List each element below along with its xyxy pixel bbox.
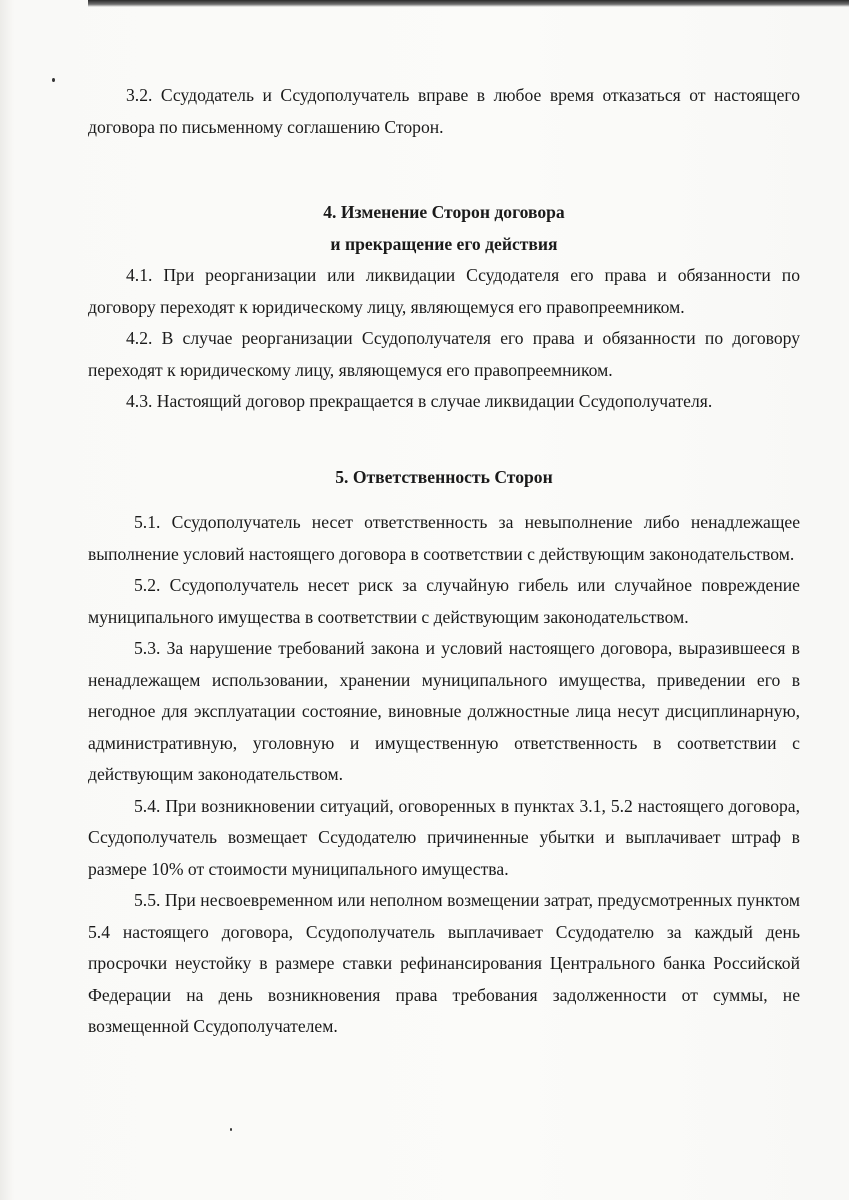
clause-5-1: 5.1. Ссудополучатель несет ответственность за невыполнение либо ненадлежащее выполнение условий настоящего договора в соответствии с действующим законодательством.	[88, 512, 800, 564]
clause-5-2: 5.2. Ссудополучатель несет риск за случайную гибель или случайное повреждение муниципального имущества в соответствии с действующим законодательством.	[88, 575, 800, 627]
clause-5-5: 5.5. При несвоевременном или неполном возмещении затрат, предусмотренных пунктом 5.4 настоящего договора, Ссудополучатель выплачивает Ссудодателю за каждый день просрочки неустойку в размере ставки рефинансирования Центрального банка Российской Федерации на день возникновения права требования задолженности от суммы, не возмещенной Ссудополучателем.	[88, 890, 800, 1036]
section-4-title-line-1: 4. Изменение Сторон договора	[323, 202, 565, 222]
clause-5-4: 5.4. При возникновении ситуаций, оговоренных в пунктах 3.1, 5.2 настоящего договора, Ссудополучатель возмещает Ссудодателю причиненные убытки и выплачивает штраф в размере 10% от стоимости муниципального имущества.	[88, 795, 800, 879]
scan-speck	[52, 78, 55, 82]
clause-5-3: 5.3. За нарушение требований закона и условий настоящего договора, выразившееся в ненадлежащем использовании, хранении муниципального имущества, приведении его в негодное для эксплуатации состояние, виновные должностные лица несут дисциплинарную, административную, уголовную и имущественную ответственность в соответствии с действующим законодательством.	[88, 638, 800, 784]
section-4-title-line-2: и прекращение его действия	[330, 233, 558, 254]
clause-3-2: 3.2. Ссудодатель и Ссудополучатель вправе в любое время отказаться от настоящего договора по письменному соглашению Сторон.	[88, 85, 800, 137]
clause-4-2: 4.2. В случае реорганизации Ссудополучателя его права и обязанности по договору переходят к юридическому лицу, являющемуся его правопреемником.	[88, 328, 800, 380]
clause-4-3: 4.3. Настоящий договор прекращается в случае ликвидации Ссудополучателя.	[126, 391, 713, 411]
scan-speck	[230, 1128, 232, 1131]
document-body	[88, 80, 800, 1043]
scan-top-edge	[88, 0, 849, 7]
section-5-title: 5. Ответственность Сторон	[335, 466, 553, 487]
clause-4-1: 4.1. При реорганизации или ликвидации Ссудодателя его права и обязанности по договору переходят к юридическому лицу, являющемуся его правопреемником.	[88, 265, 800, 317]
